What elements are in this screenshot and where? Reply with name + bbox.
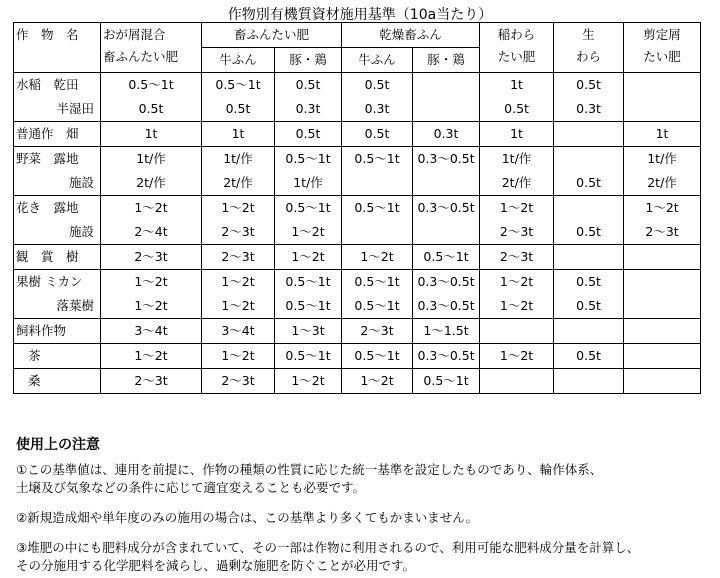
table-row [14,122,701,147]
value-cell [554,319,624,344]
value-cell: 0.3～0.5t [413,344,480,369]
value-cell: 1t [101,122,202,147]
table-row [14,245,701,270]
value-cell: 1t/作 2t/作 [624,147,701,196]
value-cell [554,369,624,394]
value-cell: 2～3t [480,245,554,270]
value-cell: 1t/作 2t/作 [480,147,554,196]
value-cell: 0.5t [554,344,624,369]
header-dried-manure: 乾燥畜ふん [342,23,480,48]
header-pruning-compost: 剪定屑 たい肥 [624,23,701,73]
header-pig-chicken-1: 豚・鶏 [275,48,342,73]
value-cell: 3～4t [202,319,275,344]
value-cell: 0.5～1t 0.5t [101,73,202,122]
value-cell: 1～2t [480,344,554,369]
table-row [14,319,701,344]
value-cell: 2～3t [202,245,275,270]
value-cell: 0.5t [342,122,413,147]
notes-heading: 使用上の注意 [16,437,100,453]
value-cell: 0.5～1t 1t/作 [275,147,342,196]
header-row-1 [14,23,701,48]
value-cell: 0.5～1t [342,196,413,245]
value-cell [413,73,480,122]
header-cattle-1: 牛ふん [202,48,275,73]
table-row [14,73,701,122]
value-cell: 1t 0.5t [480,73,554,122]
header-cattle-2: 牛ふん [342,48,413,73]
value-cell [624,245,701,270]
value-cell: 0.5～1t [275,344,342,369]
value-cell: 0.3t [413,122,480,147]
value-cell: 1～2t [275,245,342,270]
value-cell [624,270,701,319]
value-cell: 1t/作 2t/作 [202,147,275,196]
note-1-line-1: ①この基準値は、連用を前提に、作物の種類の性質に応じた統一基準を設定したものであり、輪作体系、 [16,462,603,477]
table-row [14,147,701,196]
note-2: ②新規造成畑や単年度のみの施用の場合は、この基準より多くてもかまいません。 [16,510,478,525]
value-cell [624,319,701,344]
value-cell: 3～4t [101,319,202,344]
header-pig-chicken-2: 豚・鶏 [413,48,480,73]
value-cell: 1～2t [101,344,202,369]
value-cell: 1～3t [275,319,342,344]
note-3-line-2: その分施用する化学肥料を減らし、過剰な施肥を防ぐことが必用です。 [16,558,416,573]
crop-cell: 水稲 乾田 半湿田 [14,73,101,122]
document-title: 作物別有機質資材施用基準（10a当たり） [227,7,493,23]
value-cell: 0.3～0.5t [413,196,480,245]
table-row [14,369,701,394]
note-3-line-1: ③堆肥の中にも肥料成分が含まれていて、その一部は作物に利用されるので、利用可能な肥料成分量を計算し、 [16,540,640,555]
value-cell: 0.5～1t 0.5～1t [342,270,413,319]
crop-cell: 野菜 露地 施設 [14,147,101,196]
header-livestock-compost: 畜ふんたい肥 [202,23,342,48]
crop-cell: 観 賞 樹 [14,245,101,270]
value-cell: 0.5t 0.3t [275,73,342,122]
crop-cell: 果樹 ミカン 落葉樹 [14,270,101,319]
header-sawdust-manure: おが屑混合 畜ふんたい肥 [101,23,202,73]
value-cell: 0.5～1t [342,147,413,196]
value-cell: 0.5～1t 0.5t [202,73,275,122]
value-cell [624,369,701,394]
value-cell: 0.3～0.5t [413,147,480,196]
value-cell: 0.5～1t [413,369,480,394]
header-crop: 作 物 名 [14,23,101,73]
table-row [14,344,701,369]
value-cell: 0.5t 0.3t [554,73,624,122]
value-cell: 0.5t [275,122,342,147]
crop-cell: 普通作 畑 [14,122,101,147]
value-cell: 1～2t 1～2t [480,270,554,319]
value-cell: 1～2t [275,369,342,394]
header-raw-straw: 生 わら [554,23,624,73]
value-cell: 0.5～1t 1～2t [275,196,342,245]
value-cell: 1～2t 1～2t [202,270,275,319]
table-row [14,270,701,319]
value-cell: 0.5～1t [413,245,480,270]
note-1-line-2: 土壌及び気象などの条件に応じて適宜変えることも必要です。 [16,480,366,495]
crop-cell: 桑 [14,369,101,394]
value-cell [624,344,701,369]
value-cell [480,369,554,394]
header-straw-compost: 稲わら たい肥 [480,23,554,73]
value-cell: 1～2t [342,245,413,270]
value-cell: 0.5～1t [342,344,413,369]
crop-cell: 飼料作物 [14,319,101,344]
value-cell: 1～2t [202,344,275,369]
value-cell: 0.5t [554,196,624,245]
value-cell: 1～2t 2～3t [624,196,701,245]
value-cell: 2～3t [202,369,275,394]
value-cell: 1～2t [342,369,413,394]
value-cell: 0.5t 0.3t [342,73,413,122]
value-cell: 1～2t 2～3t [202,196,275,245]
value-cell: 1t/作 2t/作 [101,147,202,196]
value-cell [624,73,701,122]
value-cell: 2～3t [101,369,202,394]
application-standard-table [13,22,701,394]
value-cell: 0.5～1t 0.5～1t [275,270,342,319]
value-cell: 1～1.5t [413,319,480,344]
value-cell: 0.3～0.5t 0.3～0.5t [413,270,480,319]
value-cell: 0.5t [554,147,624,196]
crop-cell: 茶 [14,344,101,369]
value-cell: 1t [624,122,701,147]
value-cell: 2～3t [101,245,202,270]
value-cell [554,122,624,147]
value-cell [554,245,624,270]
value-cell: 2～3t [342,319,413,344]
table-row [14,196,701,245]
value-cell: 1t [202,122,275,147]
value-cell: 1t [480,122,554,147]
value-cell: 1～2t 1～2t [101,270,202,319]
value-cell: 0.5t 0.5t [554,270,624,319]
value-cell: 1～2t 2～4t [101,196,202,245]
value-cell: 1～2t 2～3t [480,196,554,245]
crop-cell: 花き 露地 施設 [14,196,101,245]
value-cell [480,319,554,344]
